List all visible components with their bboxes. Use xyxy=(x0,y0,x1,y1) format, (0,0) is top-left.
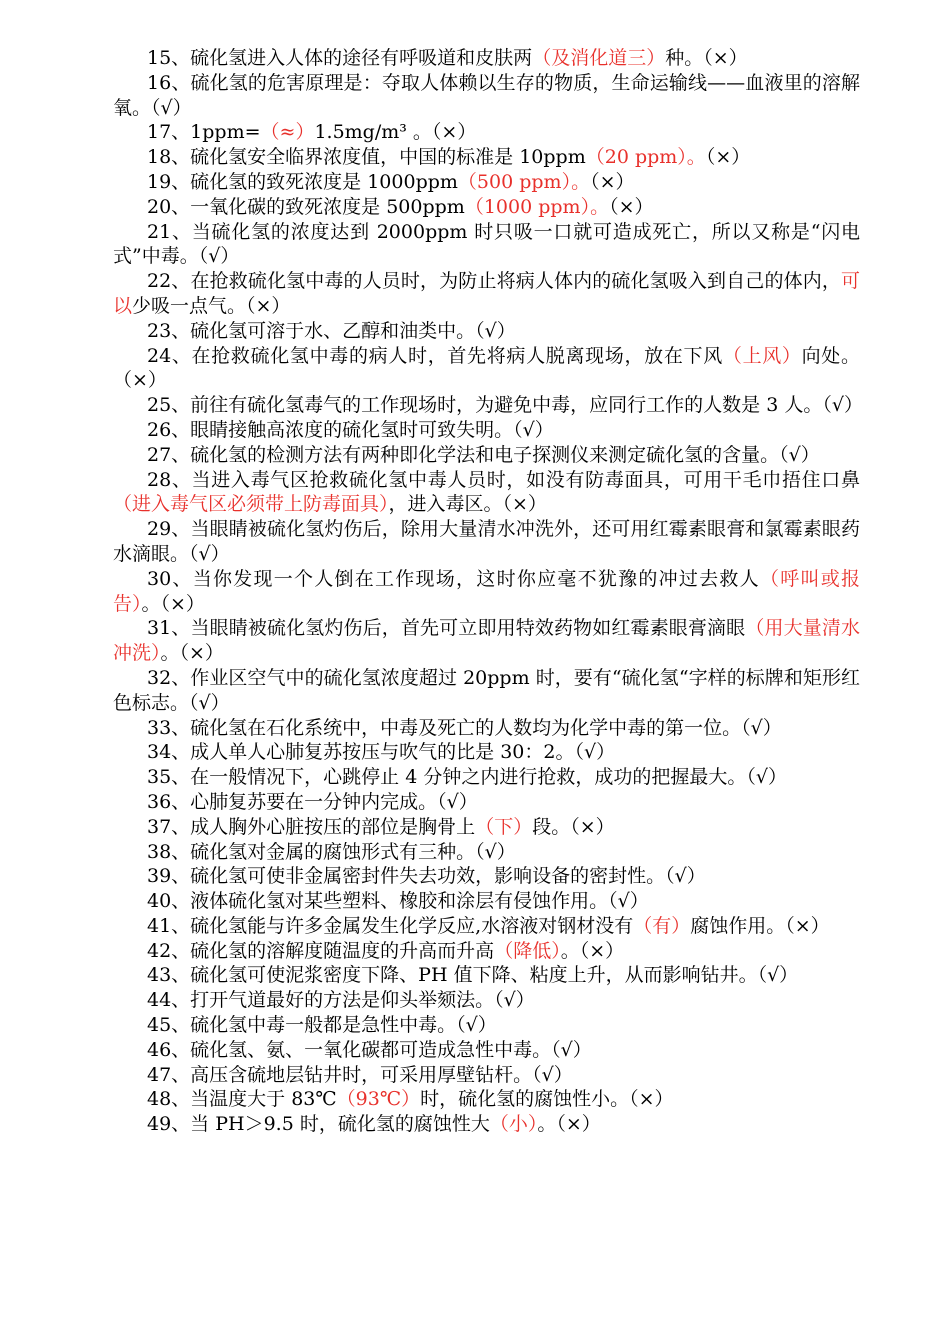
question-item xyxy=(113,319,860,344)
question-item xyxy=(113,1013,860,1038)
question-item xyxy=(113,666,860,716)
statement-text: 47、高压含硫地层钻井时，可采用厚壁钻杆。（√） xyxy=(147,1063,573,1086)
statement-text: 31、当眼睛被硫化氢灼伤后，首先可立即用特效药物如红霉素眼膏滴眼 xyxy=(147,617,746,640)
statement-text: ，进入毒区。（×） xyxy=(388,493,547,516)
statement-text: 15、硫化氢进入人体的途径有呼吸道和皮肤两 xyxy=(147,47,533,69)
statement-text: 49、当 PH＞9.5 时，硫化氢的腐蚀性大 xyxy=(147,1113,490,1136)
statement-text: 20、一氧化碳的致死浓度是 500ppm xyxy=(147,195,465,218)
statement-text: 时，硫化氢的腐蚀性小。（×） xyxy=(420,1088,674,1111)
statement-text: （×） xyxy=(609,195,654,218)
statement-text: 。（×） xyxy=(141,592,205,615)
question-item xyxy=(113,393,863,418)
statement-text: 38、硫化氢对金属的腐蚀形式有三种。（√） xyxy=(147,840,516,863)
statement-text: 17、1ppm= xyxy=(147,121,261,144)
question-item xyxy=(113,418,860,443)
question-item xyxy=(113,1038,860,1063)
question-item xyxy=(113,988,860,1013)
correction-text: （93℃） xyxy=(336,1088,421,1111)
question-item xyxy=(113,790,860,815)
statement-text: （×） xyxy=(705,146,751,169)
correction-text: （呼叫或报告） xyxy=(113,567,860,615)
question-item xyxy=(113,269,860,319)
question-item xyxy=(113,468,860,518)
statement-text: 种。（×） xyxy=(665,47,748,69)
question-item xyxy=(113,864,860,889)
question-item xyxy=(113,1063,860,1088)
question-item xyxy=(113,1112,860,1137)
statement-text: 1.5mg/m³ 。（×） xyxy=(314,121,477,144)
question-item xyxy=(113,914,860,939)
statement-text: 23、硫化氢可溶于水、乙醇和油类中。（√） xyxy=(147,319,516,342)
correction-text: （降低） xyxy=(494,939,561,962)
question-item xyxy=(113,716,860,741)
question-item xyxy=(113,220,860,270)
correction-text: （≈） xyxy=(260,121,315,144)
correction-text: （下） xyxy=(475,815,533,838)
question-item xyxy=(113,1087,860,1112)
question-item xyxy=(113,889,860,914)
question-item xyxy=(113,120,860,145)
statement-text: 25、前往有硫化氢毒气的工作现场时，为避免中毒，应同行工作的人数是 3 人。（√） xyxy=(147,394,863,417)
statement-text: 44、打开气道最好的方法是仰头举颏法。（√） xyxy=(147,989,535,1012)
statement-text: 26、眼睛接触高浓度的硫化氢时可致失明。（√） xyxy=(147,418,554,441)
statement-text: 46、硫化氢、氨、一氧化碳都可造成急性中毒。（√） xyxy=(147,1038,592,1061)
correction-text: （1000 ppm）。 xyxy=(464,195,610,218)
correction-text: （20 ppm）。 xyxy=(585,146,706,169)
statement-text: 39、硫化氢可使非金属密封件失去功效，影响设备的密封性。（√） xyxy=(147,865,706,888)
statement-text: 21、当硫化氢的浓度达到 2000ppm 时只吸一口就可造成死亡，所以又称是“闪电式”中毒。（√） xyxy=(113,220,860,268)
statement-text: 。（×） xyxy=(560,939,625,962)
question-item xyxy=(113,963,860,988)
statement-text: 。（×） xyxy=(160,642,224,665)
statement-text: 45、硫化氢中毒一般都是急性中毒。（√） xyxy=(147,1014,497,1037)
statement-text: 29、当眼睛被硫化氢灼伤后，除用大量清水冲洗外，还可用红霉素眼膏和氯霉素眼药水滴眼。（√） xyxy=(113,518,860,565)
question-item xyxy=(113,145,860,170)
correction-text: （小） xyxy=(489,1113,538,1136)
correction-text: （用大量清水冲洗） xyxy=(113,617,860,665)
statement-text: 。（×） xyxy=(537,1113,601,1136)
statement-text: 32、作业区空气中的硫化氢浓度超过 20ppm 时，要有“硫化氢“字样的标牌和矩形红色标志。（√） xyxy=(113,666,860,714)
question-item xyxy=(113,840,860,865)
statement-text: 42、硫化氢的溶解度随温度的升高而升高 xyxy=(147,939,495,962)
statement-text: 19、硫化氢的致死浓度是 1000ppm xyxy=(147,170,458,193)
question-item xyxy=(113,46,860,71)
question-item xyxy=(113,567,860,617)
statement-text: 18、硫化氢安全临界浓度值，中国的标准是 10ppm xyxy=(147,146,586,169)
question-item xyxy=(113,517,860,567)
statement-text: 48、当温度大于 83℃ xyxy=(147,1088,337,1111)
statement-text: 16、硫化氢的危害原理是：夺取人体赖以生存的物质，生命运输线——血液里的溶解氧。（√） xyxy=(113,71,860,119)
statement-text: 43、硫化氢可使泥浆密度下降、PH 值下降、粘度上升，从而影响钻井。（√） xyxy=(147,964,799,987)
statement-text: 少吸一点气。（×） xyxy=(132,294,291,317)
question-item xyxy=(113,815,860,840)
question-item xyxy=(113,443,860,468)
question-item xyxy=(113,765,860,790)
correction-text: （上风） xyxy=(722,344,802,367)
question-item xyxy=(113,939,860,964)
correction-text: （及消化道三） xyxy=(532,47,666,69)
statement-text: 36、心肺复苏要在一分钟内完成。（√） xyxy=(147,790,478,813)
statement-text: （×） xyxy=(590,170,635,193)
correction-text: 可以 xyxy=(113,270,860,317)
question-item xyxy=(113,71,860,121)
statement-text: 24、在抢救硫化氢中毒的病人时，首先将病人脱离现场，放在下风 xyxy=(147,344,723,367)
statement-text: 30、当你发现一个人倒在工作现场，这时你应毫不犹豫的冲过去救人 xyxy=(147,567,760,590)
statement-text: 40、液体硫化氢对某些塑料、橡胶和涂层有侵蚀作用。（√） xyxy=(147,890,649,913)
question-item xyxy=(113,170,860,195)
statement-text: 35、在一般情况下，心跳停止 4 分钟之内进行抢救，成功的把握最大。（√） xyxy=(147,766,787,789)
statement-text: 22、在抢救硫化氢中毒的人员时，为防止将病人体内的硫化氢吸入到自己的体内， xyxy=(147,270,841,293)
question-item xyxy=(113,195,860,220)
correction-text: （有） xyxy=(633,914,691,937)
question-item xyxy=(113,740,860,765)
statement-text: 腐蚀作用。（×） xyxy=(690,914,830,937)
statement-text: 段。（×） xyxy=(532,815,615,838)
question-item xyxy=(113,344,860,394)
correction-text: （500 ppm）。 xyxy=(457,170,591,193)
statement-text: 34、成人单人心肺复苏按压与吹气的比是 30：2。（√） xyxy=(147,741,616,764)
statement-text: 27、硫化氢的检测方法有两种即化学法和电子探测仪来测定硫化氢的含量。（√） xyxy=(147,443,820,466)
statement-text: 37、成人胸外心脏按压的部位是胸骨上 xyxy=(147,815,476,838)
statement-text: 向处。（×） xyxy=(113,344,860,392)
statement-text: 28、当进入毒气区抢救硫化氢中毒人员时，如没有防毒面具，可用干毛巾捂住口鼻 xyxy=(147,468,860,491)
statement-text: 33、硫化氢在石化系统中，中毒及死亡的人数均为化学中毒的第一位。（√） xyxy=(147,716,782,739)
question-item xyxy=(113,616,860,666)
correction-text: （进入毒气区必须带上防毒面具） xyxy=(113,493,389,516)
statement-text: 41、硫化氢能与许多金属发生化学反应,水溶液对钢材没有 xyxy=(147,914,634,937)
